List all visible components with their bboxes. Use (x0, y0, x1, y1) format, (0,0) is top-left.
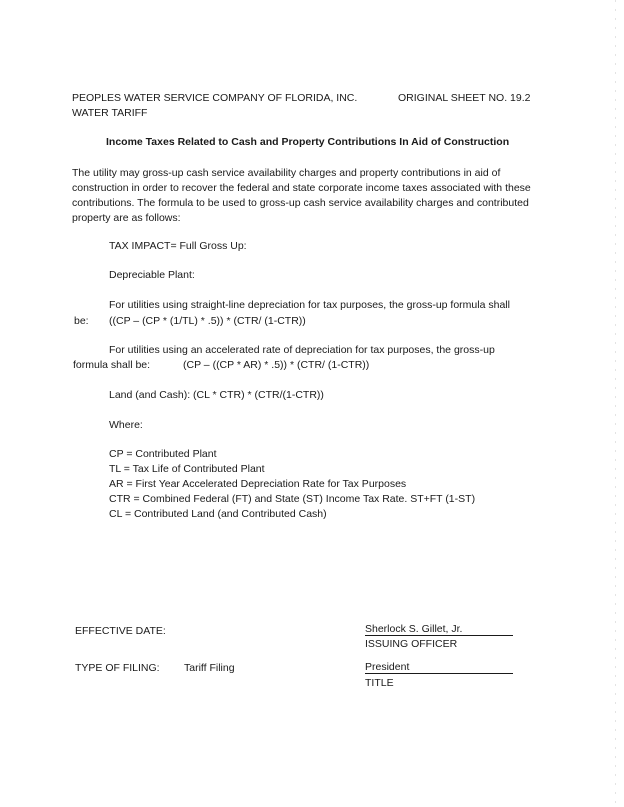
straight-line-cont: be: (74, 315, 89, 327)
type-of-filing-label: TYPE OF FILING: (75, 662, 160, 674)
definition-cl: CL = Contributed Land (and Contributed Cash) (109, 508, 327, 520)
title-label: TITLE (365, 677, 394, 689)
where-label: Where: (109, 419, 143, 431)
definition-ar: AR = First Year Accelerated Depreciation Rate for Tax Purposes (109, 478, 407, 490)
definition-ctr: CTR = Combined Federal (FT) and State (ST) Income Tax Rate. ST+FT (1-ST) (109, 493, 476, 505)
definition-cp: CP = Contributed Plant (109, 448, 217, 460)
company-name: PEOPLES WATER SERVICE COMPANY OF FLORIDA, INC. (72, 92, 358, 104)
officer-signature-line (365, 623, 513, 636)
scan-edge-artifact (615, 0, 616, 807)
accelerated-text: For utilities using an accelerated rate of depreciation for tax purposes, the gross-up (109, 344, 495, 356)
straight-line-formula: ((CP – (CP * (1/TL) * .5)) * (CTR/ (1-CTR)) (109, 315, 306, 327)
officer-title: President (365, 661, 513, 674)
title-signature-line (365, 661, 513, 674)
issuing-officer-label: ISSUING OFFICER (365, 638, 458, 650)
accelerated-formula: (CP – ((CP * AR) * .5)) * (CTR/ (1-CTR)) (183, 359, 370, 371)
definition-tl: TL = Tax Life of Contributed Plant (109, 463, 265, 475)
officer-name: Sherlock S. Gillet, Jr. (365, 623, 513, 636)
sheet-number: ORIGINAL SHEET NO. 19.2 (398, 92, 531, 104)
effective-date-label: EFFECTIVE DATE: (75, 625, 166, 637)
tariff-type: WATER TARIFF (72, 107, 148, 119)
land-formula: Land (and Cash): (CL * CTR) * (CTR/(1-CTR)) (109, 389, 324, 401)
page-title: Income Taxes Related to Cash and Property Contributions In Aid of Construction (106, 136, 510, 148)
type-of-filing-value: Tariff Filing (184, 662, 235, 674)
straight-line-text: For utilities using straight-line depreciation for tax purposes, the gross-up formula shall (109, 299, 510, 311)
accelerated-cont: formula shall be: (73, 359, 151, 371)
intro-paragraph: The utility may gross-up cash service availability charges and property contributions in aid of construction in order to recover the federal and state corporate income taxes associated with these contributions. The formula to be used to gross-up cash service availability charges and contributed property are as follows: (72, 167, 531, 224)
depreciable-plant-heading: Depreciable Plant: (109, 269, 195, 281)
tax-impact-heading: TAX IMPACT= Full Gross Up: (109, 240, 247, 252)
